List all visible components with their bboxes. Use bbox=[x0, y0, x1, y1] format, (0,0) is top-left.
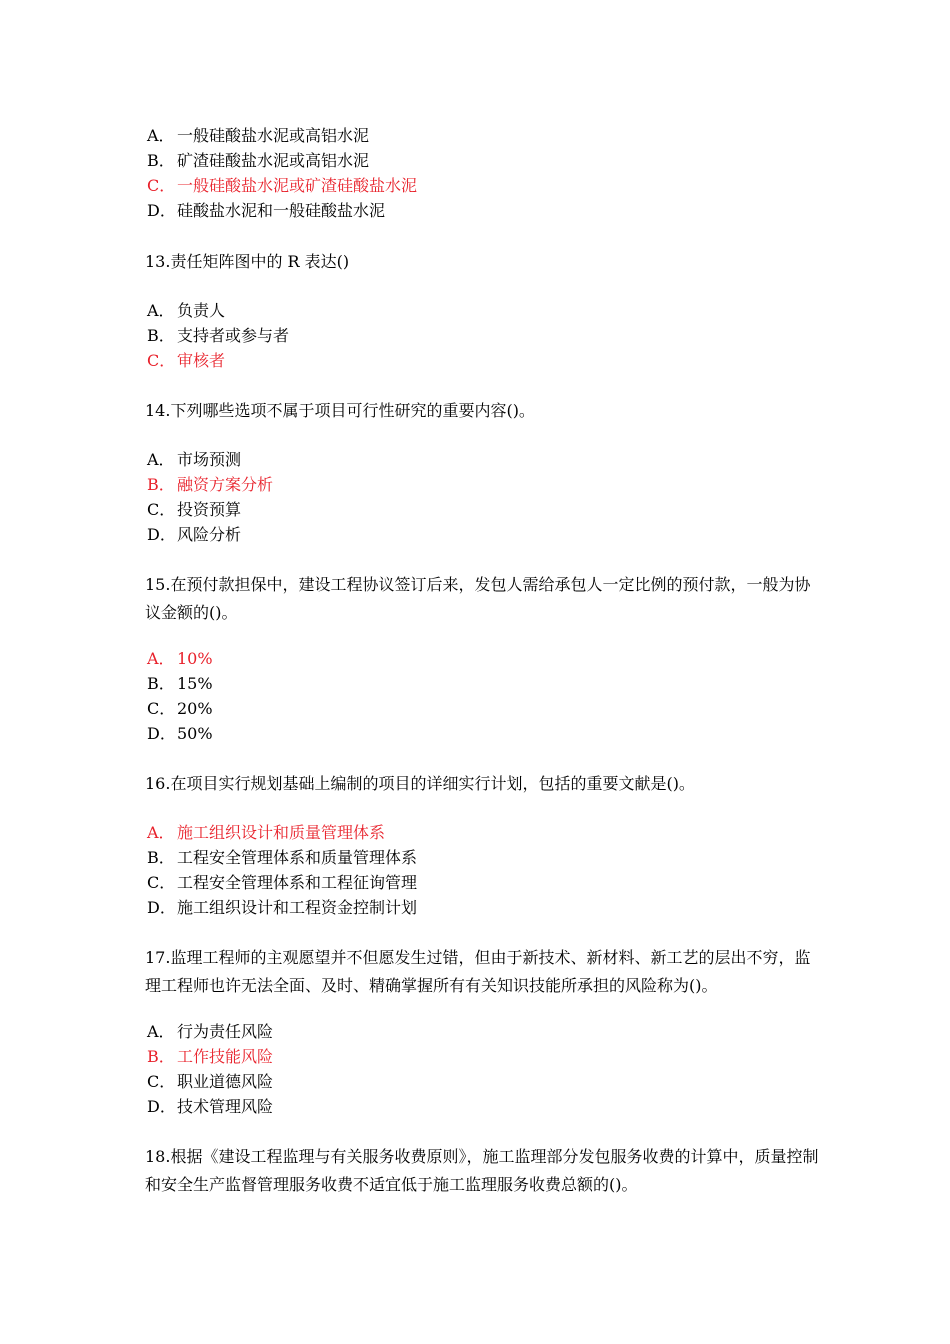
option-b: B． 15% bbox=[147, 674, 213, 693]
option-c: C． 工程安全管理体系和工程征询管理 bbox=[147, 873, 418, 892]
question-13: 13.责任矩阵图中的 R 表达() bbox=[145, 252, 350, 271]
question-16: 16.在项目实行规划基础上编制的项目的详细实行计划，包括的重要文献是()。 bbox=[145, 774, 695, 793]
option-list bbox=[147, 447, 827, 547]
option-d: D．技术管理风险 bbox=[147, 1097, 274, 1116]
option-a: A． 行为责任风险 bbox=[147, 1022, 274, 1041]
option-list bbox=[147, 646, 827, 746]
option-a: A． 一般硅酸盐水泥或高铝水泥 bbox=[147, 126, 370, 145]
option-b-correct: B． 工作技能风险 bbox=[147, 1047, 274, 1066]
option-a-correct: A． 10% bbox=[147, 649, 213, 668]
option-list bbox=[147, 1019, 827, 1119]
option-b: B． 矿渣硅酸盐水泥或高铝水泥 bbox=[147, 151, 370, 170]
option-a: A． 市场预测 bbox=[147, 450, 242, 469]
option-a-correct: A． 施工组织设计和质量管理体系 bbox=[147, 823, 386, 842]
question-15: 15.在预付款担保中，建设工程协议签订后来，发包人需给承包人一定比例的预付款，一般为协议金额的()。 bbox=[145, 575, 811, 622]
option-list bbox=[147, 123, 827, 223]
option-d: D．硅酸盐水泥和一般硅酸盐水泥 bbox=[147, 201, 386, 220]
option-d: D．施工组织设计和工程资金控制计划 bbox=[147, 898, 418, 917]
question-18: 18.根据《建设工程监理与有关服务收费原则》，施工监理部分发包服务收费的计算中，质量控制和安全生产监督管理服务收费不适宜低于施工监理服务收费总额的()。 bbox=[145, 1147, 819, 1194]
option-list bbox=[147, 298, 827, 373]
question-17: 17.监理工程师的主观愿望并不但愿发生过错，但由于新技术、新材料、新工艺的层出不穷，监理工程师也许无法全面、及时、精确掌握所有有关知识技能所承担的风险称为()。 bbox=[145, 948, 811, 995]
option-d: D．50% bbox=[147, 724, 213, 743]
option-list bbox=[147, 820, 827, 920]
option-c: C． 职业道德风险 bbox=[147, 1072, 274, 1091]
option-c-correct: C． 审核者 bbox=[147, 351, 226, 370]
option-c: C． 投资预算 bbox=[147, 500, 242, 519]
question-14: 14.下列哪些选项不属于项目可行性研究的重要内容()。 bbox=[145, 401, 535, 420]
option-b: B． 支持者或参与者 bbox=[147, 326, 290, 345]
option-d: D．风险分析 bbox=[147, 525, 242, 544]
option-b: B． 工程安全管理体系和质量管理体系 bbox=[147, 848, 418, 867]
option-c: C． 20% bbox=[147, 699, 213, 718]
option-a: A． 负责人 bbox=[147, 301, 226, 320]
option-c-correct: C． 一般硅酸盐水泥或矿渣硅酸盐水泥 bbox=[147, 176, 418, 195]
option-b-correct: B． 融资方案分析 bbox=[147, 475, 274, 494]
